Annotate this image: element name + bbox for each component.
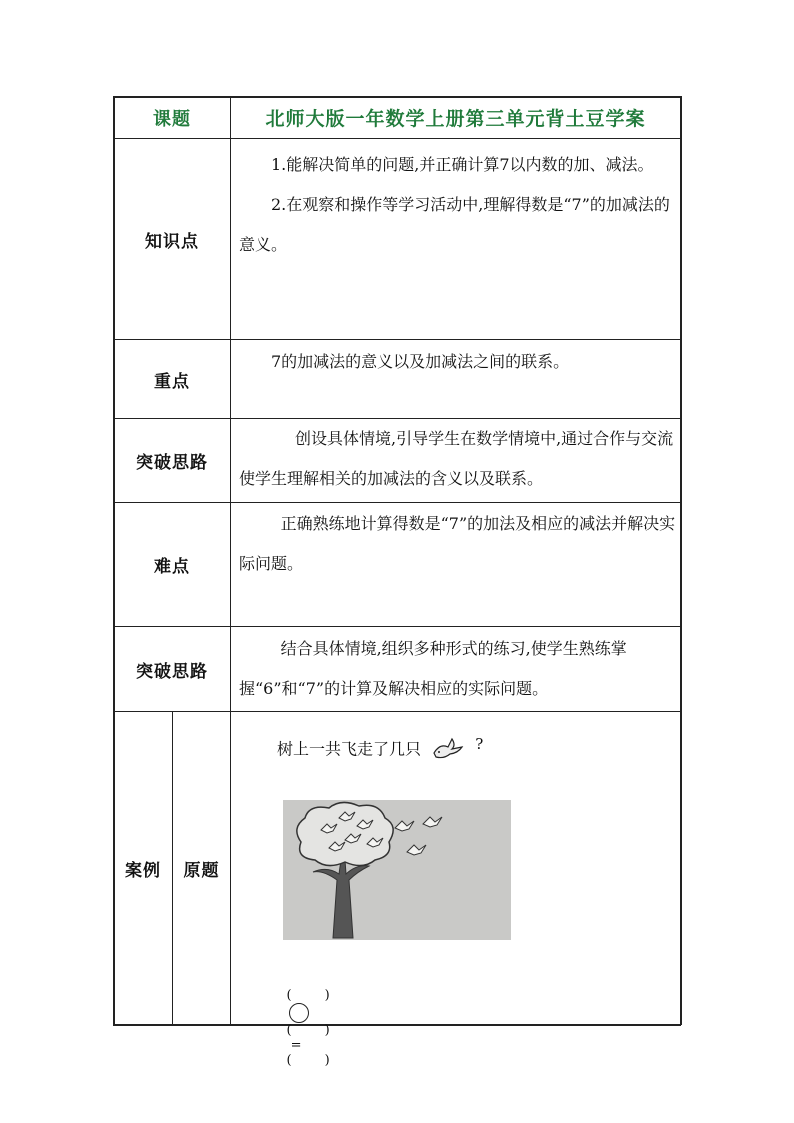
case-question-text: 树上一共飞走了几只 (277, 739, 422, 759)
tree-birds-picture (283, 800, 511, 940)
case-question (277, 735, 483, 765)
key-point-content (231, 340, 680, 418)
breakthrough-1-label: 突破思路 (136, 453, 208, 473)
tree-with-birds-illustration (283, 800, 511, 940)
equals-sign: = (286, 1038, 306, 1053)
difficulty-label: 难点 (154, 557, 190, 577)
knowledge-label: 知识点 (145, 231, 199, 252)
table-border-right (680, 96, 682, 1025)
page-title: 北师大版一年数学上册第三单元背土豆学案 (265, 108, 646, 130)
breakthrough-1-text: 创设具体情境,引导学生在数学情境中,通过合作与交流使学生理解相关的加减法的含义以及联系。 (239, 429, 674, 488)
table-border-bottom (113, 1024, 681, 1026)
knowledge-point-1: 1.能解决简单的问题,并正确计算7以内数的加、减法。 (271, 155, 654, 174)
equation-line (270, 973, 330, 1083)
original-problem-label: 原题 (183, 860, 220, 881)
difficulty-text: 正确熟练地计算得数是“7”的加法及相应的减法并解决实际问题。 (239, 514, 676, 573)
difficulty-content (231, 503, 680, 626)
key-point-label: 重点 (154, 371, 190, 392)
knowledge-point-2: 2.在观察和操作等学习活动中,理解得数是“7”的加减法的意义。 (239, 195, 670, 254)
case-label: 案例 (125, 860, 161, 881)
question-mark: ? (475, 735, 484, 753)
key-point-text: 7的加减法的意义以及加减法之间的联系。 (271, 352, 570, 371)
breakthrough-2-text: 结合具体情境,组织多种形式的练习,使学生熟练掌握“6”和“7”的计算及解决相应的实际问题。 (239, 639, 627, 698)
breakthrough-1-content (231, 419, 680, 502)
header-label: 课题 (153, 108, 191, 130)
knowledge-content (231, 139, 680, 339)
breakthrough-2-label: 突破思路 (136, 661, 208, 682)
equation-blank-result[interactable]: ( ) (286, 1053, 330, 1068)
equation-blank-2[interactable]: ( ) (286, 1023, 330, 1038)
operator-circle[interactable] (289, 1003, 309, 1023)
breakthrough-2-content (231, 627, 680, 711)
equation-blank-1[interactable]: ( ) (286, 988, 330, 1003)
flying-bird-icon (430, 735, 470, 765)
